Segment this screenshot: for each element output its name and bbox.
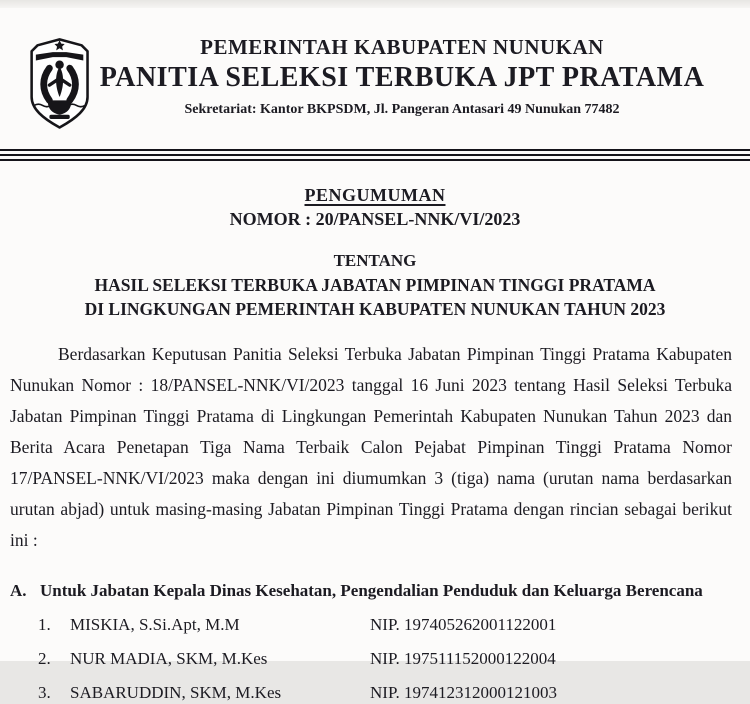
candidate-row [0, 682, 750, 704]
subject-line-2: DI LINGKUNGAN PEMERINTAH KABUPATEN NUNUKAN TAHUN 2023 [84, 299, 666, 319]
candidate-number: 3. [38, 683, 51, 702]
nunukan-coat-of-arms-icon [24, 32, 96, 134]
candidate-number: 1. [38, 615, 51, 634]
candidate-number: 2. [38, 649, 51, 668]
section-heading [0, 580, 750, 602]
letterhead [0, 8, 750, 134]
letterhead-text [96, 32, 750, 120]
candidate-row [0, 614, 750, 636]
section-a [0, 580, 750, 704]
subject-line-1: HASIL SELEKSI TERBUKA JABATAN PIMPINAN TINGGI PRATAMA [94, 275, 656, 295]
section-title: Untuk Jabatan Kepala Dinas Kesehatan, Pengendalian Penduduk dan Keluarga Berencana [40, 581, 703, 600]
title-block [0, 183, 750, 321]
announcement-number: NOMOR : 20/PANSEL-NNK/VI/2023 [229, 209, 521, 229]
candidate-name: NUR MADIA, SKM, M.Kes [70, 649, 268, 668]
announcement-heading: PENGUMUMAN [304, 185, 446, 205]
candidate-nip: NIP. 197405262001122001 [370, 615, 557, 634]
section-label: A. [10, 581, 27, 600]
body-paragraph: Berdasarkan Keputusan Panitia Seleksi Terbuka Jabatan Pimpinan Tinggi Pratama Kabupaten Nunukan Nomor : 18/PANSEL-NNK/VI/2023 tanggal 16 Juni 2023 tentang Hasil Seleksi Terbuka Jabatan Pimpinan Tinggi Pratama di Lingkungan Pemerintah Kabupaten Nunukan Tahun 2023 dan Berita Acara Penetapan Tiga Nama Terbaik Calon Pejabat Pimpinan Tinggi Pratama Nomor 17/PANSEL-NNK/VI/2023 maka dengan ini diumumkan 3 (tiga) nama (urutan nama berdasarkan urutan abjad) untuk masing-masing Jabatan Pimpinan Tinggi Pratama dengan rincian sebagai berikut ini : [10, 344, 732, 550]
candidate-name: SABARUDDIN, SKM, M.Kes [70, 683, 282, 702]
committee-name: PANITIA SELEKSI TERBUKA JPT PRATAMA [99, 62, 705, 93]
candidate-nip: NIP. 197412312000121003 [370, 683, 558, 702]
candidate-name: MISKIA, S.Si.Apt, M.M [70, 615, 240, 634]
government-name: PEMERINTAH KABUPATEN NUNUKAN [200, 35, 604, 59]
about-label: TENTANG [333, 251, 417, 270]
letterhead-divider [0, 149, 750, 161]
scan-edge [0, 0, 750, 8]
candidate-row [0, 648, 750, 670]
candidate-nip: NIP. 197511152000122004 [370, 649, 556, 668]
secretariat-address: Sekretariat: Kantor BKPSDM, Jl. Pangeran Antasari 49 Nunukan 77482 [184, 102, 620, 117]
